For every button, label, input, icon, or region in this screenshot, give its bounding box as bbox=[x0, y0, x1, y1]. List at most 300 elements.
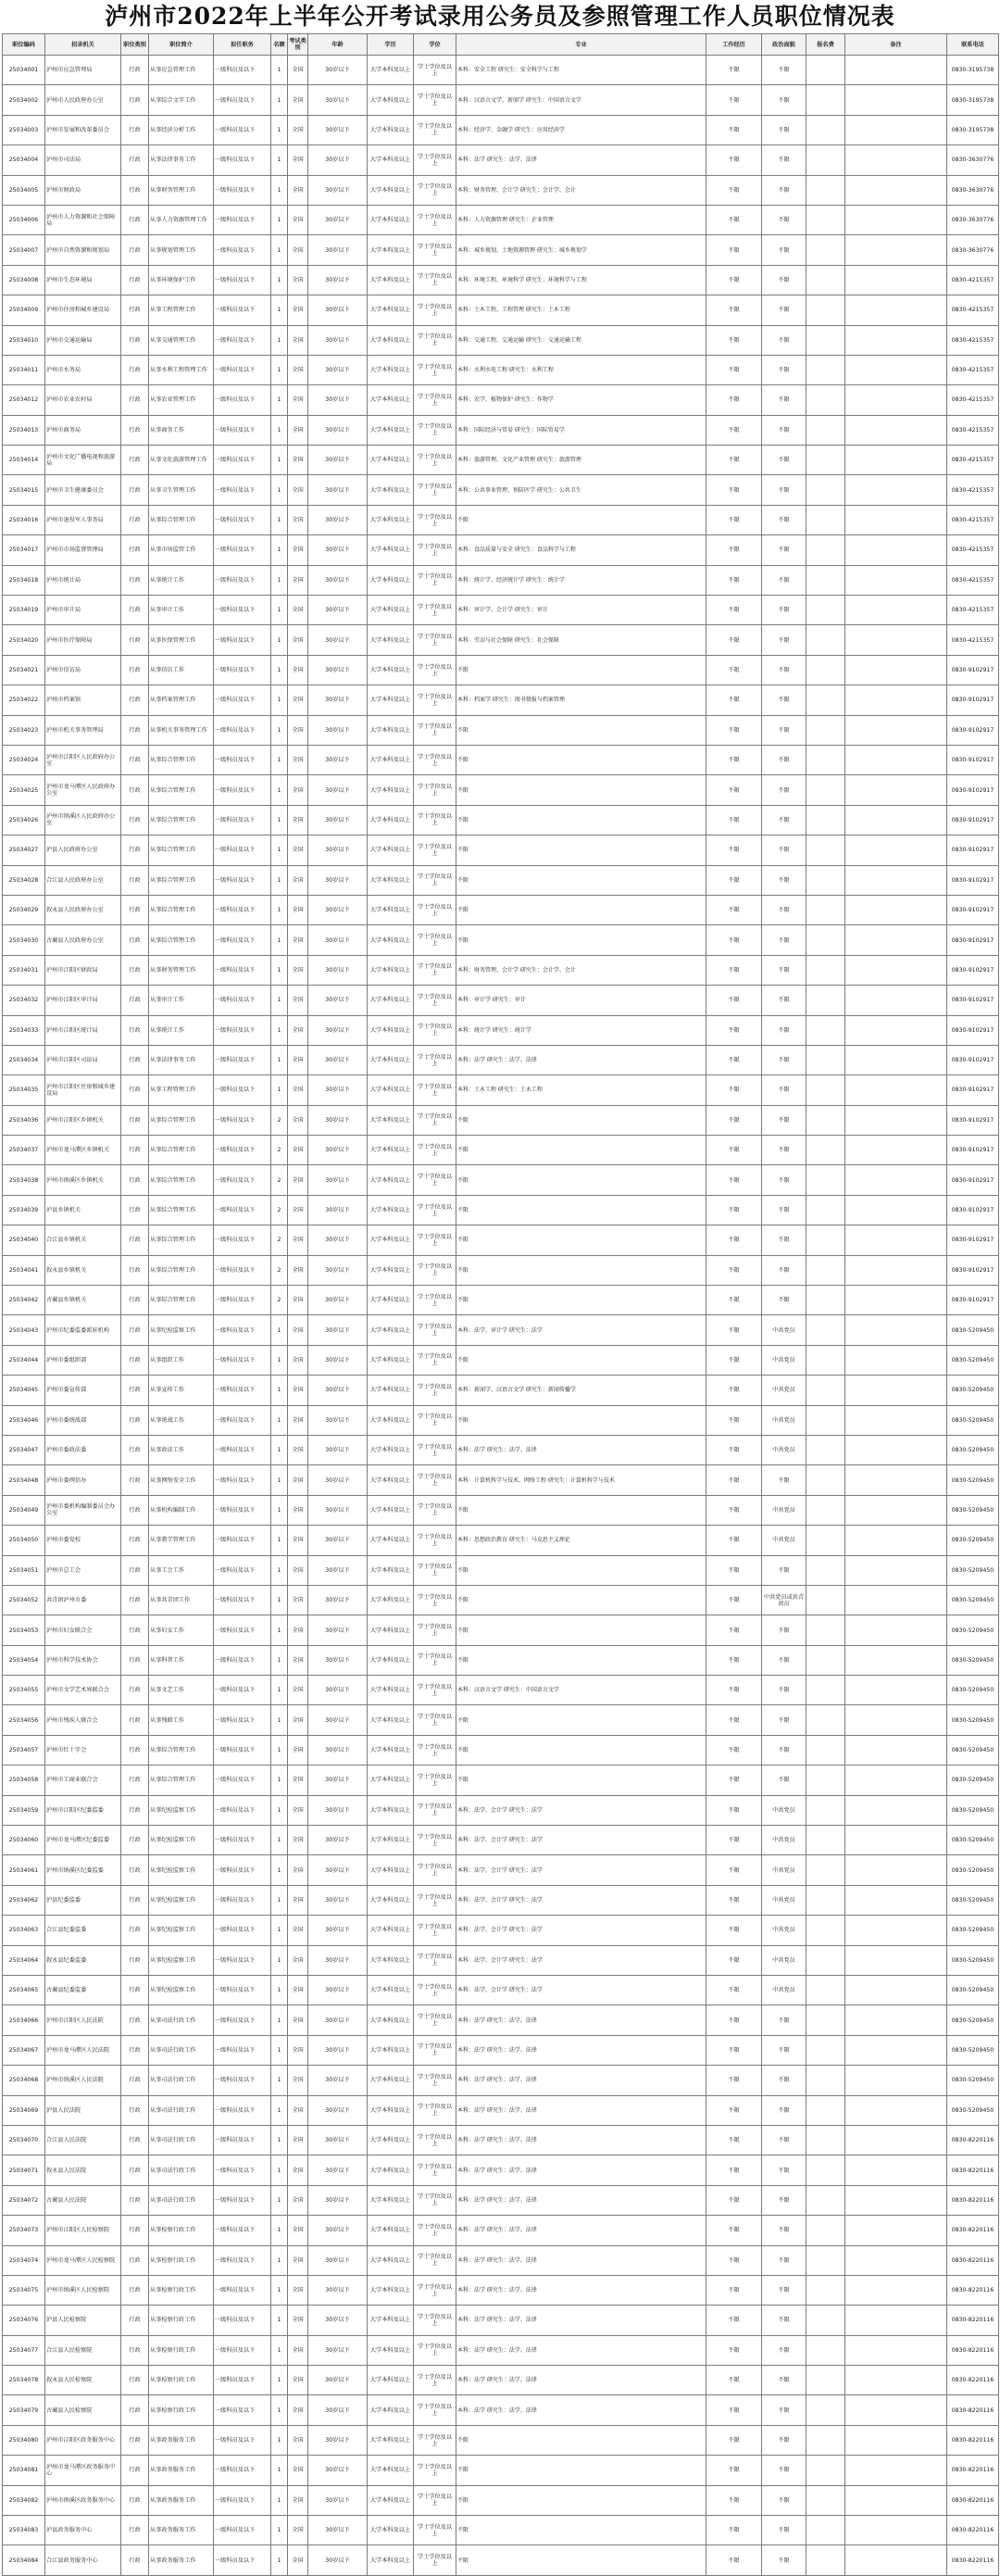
table-cell: 泸州市科学技术协会 bbox=[45, 1645, 121, 1675]
table-cell: 25034027 bbox=[3, 836, 45, 865]
table-cell: 从事政务服务工作 bbox=[149, 2516, 214, 2545]
table-cell: 学士学位及以上 bbox=[414, 625, 456, 655]
table-cell: 25034017 bbox=[3, 535, 45, 565]
table-cell: 全国 bbox=[288, 1376, 308, 1405]
table-cell: 大学本科及以上 bbox=[368, 685, 414, 715]
table-cell: 25034025 bbox=[3, 775, 45, 805]
table-cell: 1 bbox=[271, 565, 288, 595]
table-row bbox=[3, 1585, 999, 1615]
table-cell: 全国 bbox=[288, 2425, 308, 2455]
table-cell: 行政 bbox=[121, 836, 149, 865]
table-cell: 学士学位及以上 bbox=[414, 1315, 456, 1345]
table-cell: 0830-5209450 bbox=[947, 1315, 999, 1345]
table-cell bbox=[806, 1495, 845, 1525]
table-cell: 30岁以下 bbox=[308, 415, 368, 445]
table-cell: 30岁以下 bbox=[308, 1826, 368, 1855]
table-cell: 0830-4215357 bbox=[947, 385, 999, 415]
table-cell bbox=[845, 2155, 947, 2185]
table-cell bbox=[845, 325, 947, 355]
table-row bbox=[3, 2485, 999, 2515]
table-cell: 不限 bbox=[762, 1705, 806, 1735]
table-cell: 不限 bbox=[456, 2456, 706, 2485]
table-cell: 行政 bbox=[121, 895, 149, 924]
table-cell: 25034043 bbox=[3, 1315, 45, 1345]
table-cell bbox=[806, 1916, 845, 1945]
table-cell: 0830-9102917 bbox=[947, 925, 999, 955]
table-cell: 本科：土木工程 研究生：土木工程 bbox=[456, 1075, 706, 1105]
table-cell: 25034062 bbox=[3, 1885, 45, 1915]
table-cell: 2 bbox=[271, 1286, 288, 1315]
header-cell: 备注 bbox=[845, 34, 947, 56]
table-cell: 不限 bbox=[706, 1615, 762, 1645]
table-cell: 行政 bbox=[121, 2456, 149, 2485]
table-cell bbox=[806, 1645, 845, 1675]
table-cell: 学士学位及以上 bbox=[414, 1345, 456, 1375]
table-cell: 一级科员及以下 bbox=[214, 2005, 271, 2035]
table-cell: 不限 bbox=[706, 715, 762, 745]
header-cell: 年龄 bbox=[308, 34, 368, 56]
table-cell: 从事综合管理工作 bbox=[149, 895, 214, 924]
table-row bbox=[3, 1676, 999, 1705]
table-cell: 大学本科及以上 bbox=[368, 415, 414, 445]
table-cell: 不限 bbox=[706, 925, 762, 955]
table-cell: 学士学位及以上 bbox=[414, 2245, 456, 2275]
table-cell: 全国 bbox=[288, 745, 308, 774]
table-cell: 不限 bbox=[762, 56, 806, 85]
table-cell: 不限 bbox=[706, 115, 762, 145]
table-row bbox=[3, 895, 999, 924]
table-cell: 大学本科及以上 bbox=[368, 2275, 414, 2305]
table-cell: 从事工程管理工作 bbox=[149, 1075, 214, 1105]
table-cell bbox=[845, 2245, 947, 2275]
table-cell bbox=[806, 1165, 845, 1195]
table-cell: 从事司法行政工作 bbox=[149, 2035, 214, 2065]
table-cell: 不限 bbox=[456, 895, 706, 924]
table-cell: 本科：法学 研究生：法学、法律 bbox=[456, 2185, 706, 2215]
table-cell: 学士学位及以上 bbox=[414, 715, 456, 745]
table-cell: 从事机关事务管理工作 bbox=[149, 715, 214, 745]
table-cell: 30岁以下 bbox=[308, 56, 368, 85]
table-cell: 全国 bbox=[288, 1105, 308, 1135]
table-cell: 行政 bbox=[121, 565, 149, 595]
table-cell: 不限 bbox=[456, 805, 706, 835]
table-cell: 大学本科及以上 bbox=[368, 325, 414, 355]
table-cell: 行政 bbox=[121, 596, 149, 625]
table-cell: 不限 bbox=[706, 1526, 762, 1555]
table-cell: 中共党员 bbox=[762, 1916, 806, 1945]
table-cell: 30岁以下 bbox=[308, 1345, 368, 1375]
table-cell: 不限 bbox=[706, 1405, 762, 1435]
table-cell: 从事纪检监察工作 bbox=[149, 1885, 214, 1915]
table-cell: 全国 bbox=[288, 1795, 308, 1825]
table-cell: 1 bbox=[271, 1075, 288, 1105]
table-cell: 本科：法学、会计学 研究生：法学 bbox=[456, 1945, 706, 1975]
table-cell: 全国 bbox=[288, 1315, 308, 1345]
table-cell: 1 bbox=[271, 115, 288, 145]
table-cell: 泸县人民政府办公室 bbox=[45, 836, 121, 865]
table-cell: 大学本科及以上 bbox=[368, 1826, 414, 1855]
table-cell: 从事综合管理工作 bbox=[149, 865, 214, 895]
table-cell: 不限 bbox=[762, 745, 806, 774]
table-cell: 1 bbox=[271, 805, 288, 835]
table-cell: 行政 bbox=[121, 805, 149, 835]
table-cell: 不限 bbox=[706, 745, 762, 774]
table-cell: 不限 bbox=[706, 2306, 762, 2335]
table-cell: 大学本科及以上 bbox=[368, 1045, 414, 1074]
table-cell: 1 bbox=[271, 1916, 288, 1945]
table-cell: 一级科员及以下 bbox=[214, 1855, 271, 1885]
table-cell: 本科：农学、植物保护 研究生：作物学 bbox=[456, 385, 706, 415]
table-cell: 30岁以下 bbox=[308, 2275, 368, 2305]
table-cell: 不限 bbox=[762, 1766, 806, 1795]
table-cell: 从事环境保护工作 bbox=[149, 265, 214, 295]
table-cell: 不限 bbox=[706, 535, 762, 565]
table-cell: 从事综合管理工作 bbox=[149, 1255, 214, 1285]
table-cell: 从事综合管理工作 bbox=[149, 1195, 214, 1225]
table-cell: 0830-5209450 bbox=[947, 1585, 999, 1615]
table-cell: 25034015 bbox=[3, 475, 45, 505]
table-cell: 行政 bbox=[121, 1885, 149, 1915]
table-cell: 0830-5209450 bbox=[947, 1676, 999, 1705]
table-cell bbox=[845, 1615, 947, 1645]
table-cell: 全国 bbox=[288, 535, 308, 565]
table-cell: 1 bbox=[271, 2245, 288, 2275]
table-row bbox=[3, 1916, 999, 1945]
table-cell: 学士学位及以上 bbox=[414, 1555, 456, 1585]
table-cell: 1 bbox=[271, 56, 288, 85]
table-cell: 学士学位及以上 bbox=[414, 505, 456, 534]
table-cell bbox=[845, 2005, 947, 2035]
table-cell: 1 bbox=[271, 836, 288, 865]
table-cell: 不限 bbox=[706, 1976, 762, 2005]
table-cell: 不限 bbox=[762, 475, 806, 505]
table-cell: 不限 bbox=[762, 2155, 806, 2185]
table-cell: 中共党员 bbox=[762, 1855, 806, 1885]
table-cell: 大学本科及以上 bbox=[368, 1766, 414, 1795]
table-cell: 大学本科及以上 bbox=[368, 2125, 414, 2155]
table-cell: 泸州市信访局 bbox=[45, 655, 121, 685]
table-cell: 行政 bbox=[121, 2485, 149, 2515]
table-cell: 从事水利工程管理工作 bbox=[149, 355, 214, 384]
table-cell: 25034033 bbox=[3, 1015, 45, 1045]
table-cell: 行政 bbox=[121, 1585, 149, 1615]
table-cell: 不限 bbox=[456, 715, 706, 745]
table-cell: 泸州市发展和改革委员会 bbox=[45, 115, 121, 145]
table-cell bbox=[806, 1795, 845, 1825]
table-cell: 大学本科及以上 bbox=[368, 986, 414, 1015]
table-cell: 泸州市龙马潭区纪委监委 bbox=[45, 1826, 121, 1855]
table-cell: 全国 bbox=[288, 2366, 308, 2395]
table-cell bbox=[845, 1526, 947, 1555]
table-cell: 一级科员及以下 bbox=[214, 1435, 271, 1464]
table-cell: 行政 bbox=[121, 385, 149, 415]
table-cell: 30岁以下 bbox=[308, 2245, 368, 2275]
table-cell: 25034021 bbox=[3, 655, 45, 685]
table-cell: 一级科员及以下 bbox=[214, 475, 271, 505]
table-cell: 学士学位及以上 bbox=[414, 2066, 456, 2095]
table-row bbox=[3, 1465, 999, 1495]
table-cell: 不限 bbox=[706, 1465, 762, 1495]
table-cell: 0830-5209450 bbox=[947, 1826, 999, 1855]
table-cell: 大学本科及以上 bbox=[368, 1075, 414, 1105]
table-body bbox=[3, 56, 999, 2576]
table-cell bbox=[845, 205, 947, 234]
table-cell: 0830-4215357 bbox=[947, 475, 999, 505]
table-cell: 本科：食品质量与安全 研究生：食品科学与工程 bbox=[456, 535, 706, 565]
table-cell: 全国 bbox=[288, 1855, 308, 1885]
table-cell bbox=[845, 715, 947, 745]
table-cell: 0830-9102917 bbox=[947, 1045, 999, 1074]
table-cell: 25034032 bbox=[3, 986, 45, 1015]
table-cell: 0830-8220116 bbox=[947, 2516, 999, 2545]
table-cell: 不限 bbox=[762, 355, 806, 384]
table-cell: 叙永县纪委监委 bbox=[45, 1945, 121, 1975]
table-cell: 从事纪检监察工作 bbox=[149, 1976, 214, 2005]
table-cell: 学士学位及以上 bbox=[414, 1735, 456, 1765]
table-cell bbox=[845, 505, 947, 534]
table-cell bbox=[845, 1105, 947, 1135]
table-cell: 行政 bbox=[121, 1705, 149, 1735]
table-cell: 30岁以下 bbox=[308, 1435, 368, 1464]
table-cell: 25034018 bbox=[3, 565, 45, 595]
table-cell: 学士学位及以上 bbox=[414, 1826, 456, 1855]
table-cell: 25034077 bbox=[3, 2335, 45, 2365]
table-cell: 行政 bbox=[121, 2035, 149, 2065]
table-cell: 全国 bbox=[288, 625, 308, 655]
table-cell: 25034042 bbox=[3, 1286, 45, 1315]
table-cell: 不限 bbox=[456, 1645, 706, 1675]
table-cell: 泸州市人力资源和社会保障局 bbox=[45, 205, 121, 234]
table-cell: 不限 bbox=[706, 685, 762, 715]
table-row bbox=[3, 295, 999, 325]
table-cell: 大学本科及以上 bbox=[368, 1645, 414, 1675]
table-cell: 0830-8220116 bbox=[947, 2425, 999, 2455]
table-cell bbox=[806, 2275, 845, 2305]
table-cell bbox=[845, 1286, 947, 1315]
table-cell: 学士学位及以上 bbox=[414, 1495, 456, 1525]
table-cell bbox=[806, 295, 845, 325]
table-cell bbox=[806, 2216, 845, 2245]
table-cell: 全国 bbox=[288, 1916, 308, 1945]
table-row bbox=[3, 1345, 999, 1375]
table-cell: 不限 bbox=[706, 655, 762, 685]
table-cell: 从事审计工作 bbox=[149, 986, 214, 1015]
table-cell: 25034061 bbox=[3, 1855, 45, 1885]
table-cell: 25034022 bbox=[3, 685, 45, 715]
table-cell: 30岁以下 bbox=[308, 1225, 368, 1255]
table-cell: 本科：统计学 研究生：统计学 bbox=[456, 1015, 706, 1045]
table-cell: 25034074 bbox=[3, 2245, 45, 2275]
table-cell bbox=[845, 2485, 947, 2515]
table-cell: 不限 bbox=[706, 2425, 762, 2455]
table-cell: 不限 bbox=[706, 2035, 762, 2065]
table-cell bbox=[845, 56, 947, 85]
table-cell: 行政 bbox=[121, 295, 149, 325]
table-cell: 学士学位及以上 bbox=[414, 1195, 456, 1225]
table-cell: 全国 bbox=[288, 2245, 308, 2275]
table-cell: 全国 bbox=[288, 2485, 308, 2515]
table-cell bbox=[806, 175, 845, 205]
table-cell: 不限 bbox=[762, 865, 806, 895]
table-cell: 不限 bbox=[456, 1255, 706, 1285]
table-cell bbox=[845, 475, 947, 505]
table-cell: 不限 bbox=[456, 1105, 706, 1135]
table-cell: 本科：统计学、经济统计学 研究生：统计学 bbox=[456, 565, 706, 595]
table-cell: 0830-5209450 bbox=[947, 1916, 999, 1945]
header-cell: 报名费 bbox=[806, 34, 845, 56]
table-cell: 30岁以下 bbox=[308, 745, 368, 774]
table-cell: 叙永县人民政府办公室 bbox=[45, 895, 121, 924]
table-cell bbox=[806, 85, 845, 115]
table-cell: 不限 bbox=[706, 1676, 762, 1705]
table-cell bbox=[845, 1885, 947, 1915]
table-cell: 不限 bbox=[706, 2456, 762, 2485]
table-row bbox=[3, 145, 999, 175]
table-cell: 不限 bbox=[706, 2545, 762, 2575]
table-cell: 0830-9102917 bbox=[947, 685, 999, 715]
table-cell: 0830-5209450 bbox=[947, 1855, 999, 1885]
table-cell bbox=[845, 2216, 947, 2245]
table-cell: 学士学位及以上 bbox=[414, 415, 456, 445]
table-cell: 本科：法学 研究生：法学、法律 bbox=[456, 2155, 706, 2185]
table-cell: 1 bbox=[271, 505, 288, 534]
table-cell: 不限 bbox=[706, 2366, 762, 2395]
table-cell: 从事综合管理工作 bbox=[149, 1136, 214, 1165]
table-cell: 从事检察行政工作 bbox=[149, 2216, 214, 2245]
table-cell: 学士学位及以上 bbox=[414, 1465, 456, 1495]
table-cell: 一级科员及以下 bbox=[214, 925, 271, 955]
table-cell bbox=[845, 2335, 947, 2365]
table-cell: 0830-8220116 bbox=[947, 2545, 999, 2575]
table-cell: 从事网络安全工作 bbox=[149, 1465, 214, 1495]
table-cell bbox=[806, 325, 845, 355]
table-cell: 全国 bbox=[288, 85, 308, 115]
table-row bbox=[3, 2245, 999, 2275]
table-cell: 一级科员及以下 bbox=[214, 836, 271, 865]
table-cell: 本科：审计学 研究生：审计 bbox=[456, 986, 706, 1015]
table-row bbox=[3, 2395, 999, 2425]
table-cell: 30岁以下 bbox=[308, 1376, 368, 1405]
table-cell bbox=[806, 715, 845, 745]
table-cell: 学士学位及以上 bbox=[414, 355, 456, 384]
table-cell: 大学本科及以上 bbox=[368, 2095, 414, 2125]
table-cell: 不限 bbox=[706, 1916, 762, 1945]
table-cell: 从事综合管理工作 bbox=[149, 1105, 214, 1135]
table-cell: 本科：法学 研究生：法学、法律 bbox=[456, 2066, 706, 2095]
table-cell: 30岁以下 bbox=[308, 805, 368, 835]
table-cell: 25034047 bbox=[3, 1435, 45, 1464]
table-row bbox=[3, 1766, 999, 1795]
table-cell bbox=[845, 2066, 947, 2095]
table-cell: 行政 bbox=[121, 1465, 149, 1495]
table-cell: 大学本科及以上 bbox=[368, 355, 414, 384]
table-cell: 不限 bbox=[762, 596, 806, 625]
table-cell: 0830-5209450 bbox=[947, 1766, 999, 1795]
table-cell bbox=[806, 1945, 845, 1975]
table-cell: 泸州市妇女联合会 bbox=[45, 1615, 121, 1645]
table-cell: 1 bbox=[271, 1376, 288, 1405]
table-row bbox=[3, 2456, 999, 2485]
table-cell: 25034014 bbox=[3, 446, 45, 475]
table-cell: 泸州市自然资源和规划局 bbox=[45, 235, 121, 265]
table-cell: 学士学位及以上 bbox=[414, 1676, 456, 1705]
table-cell: 泸县纪委监委 bbox=[45, 1885, 121, 1915]
table-cell: 泸州市委宣传部 bbox=[45, 1376, 121, 1405]
table-cell: 行政 bbox=[121, 2185, 149, 2215]
table-cell: 不限 bbox=[762, 85, 806, 115]
table-cell: 30岁以下 bbox=[308, 325, 368, 355]
table-cell: 全国 bbox=[288, 1976, 308, 2005]
table-cell: 0830-8220116 bbox=[947, 2395, 999, 2425]
table-cell: 1 bbox=[271, 775, 288, 805]
table-cell: 不限 bbox=[706, 565, 762, 595]
table-cell: 一级科员及以下 bbox=[214, 2216, 271, 2245]
table-cell: 一级科员及以下 bbox=[214, 565, 271, 595]
table-cell: 0830-3195738 bbox=[947, 115, 999, 145]
table-cell: 本科：旅游管理、文化产业管理 研究生：旅游管理 bbox=[456, 446, 706, 475]
table-cell: 一级科员及以下 bbox=[214, 1705, 271, 1735]
table-cell: 大学本科及以上 bbox=[368, 475, 414, 505]
table-cell: 全国 bbox=[288, 2155, 308, 2185]
table-cell: 25034080 bbox=[3, 2425, 45, 2455]
table-cell: 从事综合管理工作 bbox=[149, 1735, 214, 1765]
table-cell: 从事统战工作 bbox=[149, 1405, 214, 1435]
table-cell: 大学本科及以上 bbox=[368, 1495, 414, 1525]
table-cell: 泸州市文化广播电视和旅游局 bbox=[45, 446, 121, 475]
table-cell: 一级科员及以下 bbox=[214, 2095, 271, 2125]
table-cell: 中共党员 bbox=[762, 1405, 806, 1435]
table-cell: 不限 bbox=[456, 1735, 706, 1765]
table-cell: 0830-5209450 bbox=[947, 1465, 999, 1495]
table-cell: 不限 bbox=[762, 415, 806, 445]
table-cell: 1 bbox=[271, 2306, 288, 2335]
table-cell: 不限 bbox=[762, 565, 806, 595]
table-cell: 学士学位及以上 bbox=[414, 2545, 456, 2575]
table-row bbox=[3, 1376, 999, 1405]
table-cell: 不限 bbox=[456, 1405, 706, 1435]
table-cell bbox=[806, 415, 845, 445]
table-row bbox=[3, 1075, 999, 1105]
table-cell bbox=[845, 775, 947, 805]
table-cell: 25034024 bbox=[3, 745, 45, 774]
table-cell bbox=[845, 1465, 947, 1495]
table-cell: 行政 bbox=[121, 1435, 149, 1464]
table-cell: 从事综合管理工作 bbox=[149, 775, 214, 805]
table-cell: 25034020 bbox=[3, 625, 45, 655]
table-cell bbox=[845, 1855, 947, 1885]
table-cell: 0830-4215357 bbox=[947, 325, 999, 355]
table-cell: 30岁以下 bbox=[308, 2005, 368, 2035]
table-cell: 泸州市统计局 bbox=[45, 565, 121, 595]
table-cell: 30岁以下 bbox=[308, 655, 368, 685]
table-cell: 行政 bbox=[121, 1495, 149, 1525]
table-cell: 学士学位及以上 bbox=[414, 2395, 456, 2425]
table-cell: 30岁以下 bbox=[308, 2485, 368, 2515]
table-cell: 泸州市纪委监委派驻机构 bbox=[45, 1315, 121, 1345]
table-cell: 泸州市龙马潭区乡镇机关 bbox=[45, 1136, 121, 1165]
table-cell bbox=[845, 385, 947, 415]
page-title: 泸州市2022年上半年公开考试录用公务员及参照管理工作人员职位情况表 bbox=[105, 3, 895, 30]
table-cell bbox=[806, 2185, 845, 2215]
table-row bbox=[3, 1826, 999, 1855]
table-cell: 合江县人民法院 bbox=[45, 2125, 121, 2155]
table-cell bbox=[845, 2366, 947, 2395]
table-cell: 从事政务服务工作 bbox=[149, 2425, 214, 2455]
table-cell: 中共党员 bbox=[762, 1945, 806, 1975]
table-cell: 不限 bbox=[706, 836, 762, 865]
table-cell: 不限 bbox=[706, 1495, 762, 1525]
table-cell: 30岁以下 bbox=[308, 2366, 368, 2395]
